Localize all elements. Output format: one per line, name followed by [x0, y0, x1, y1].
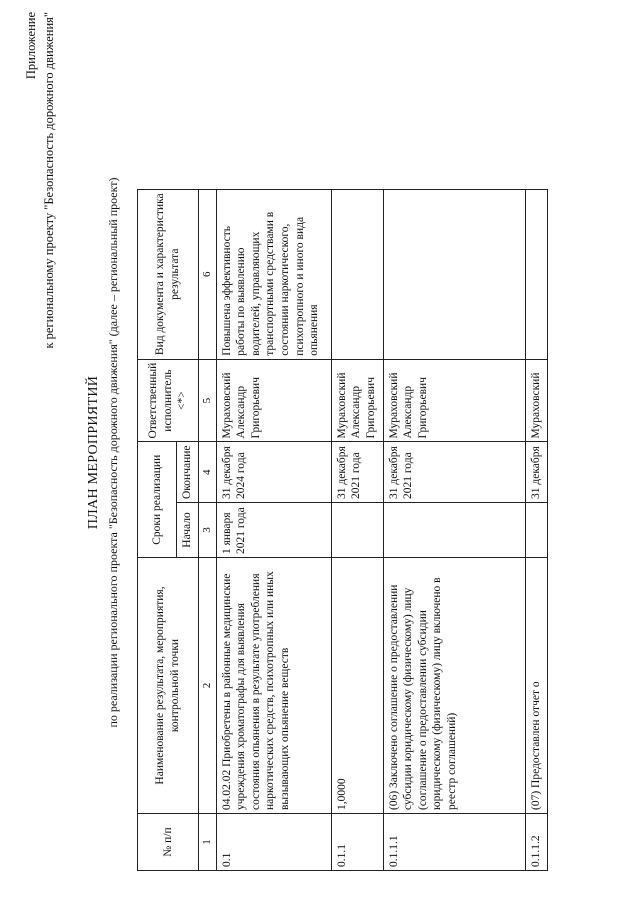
table-row	[331, 189, 383, 870]
row-responsible: Мураховский Александр Григорьевич	[383, 359, 525, 442]
appendix-note	[22, 12, 58, 349]
header-start: Начало	[177, 503, 199, 558]
col-number: 4	[199, 442, 217, 503]
row-num: 0.1	[216, 814, 331, 871]
col-number: 6	[199, 189, 217, 359]
header-period: Сроки реализации	[138, 442, 177, 558]
row-name: (07) Предоставлен отчет о	[525, 558, 547, 814]
row-start: 1 января 2021 года	[216, 503, 331, 558]
row-name: 1,0000	[331, 558, 383, 814]
header-name: Наименование результата, мероприятия, контрольной точки	[138, 558, 199, 814]
row-doc	[383, 189, 525, 359]
row-start	[383, 503, 525, 558]
plan-table	[137, 189, 548, 871]
row-responsible: Мураховский	[525, 359, 547, 442]
header-end: Окончание	[177, 442, 199, 503]
appendix-line-1: Приложение	[24, 12, 38, 80]
row-doc	[525, 189, 547, 359]
row-responsible: Мураховский Александр Григорьевич	[331, 359, 383, 442]
row-start	[525, 503, 547, 558]
col-number: 1	[199, 814, 217, 871]
col-number: 2	[199, 558, 217, 814]
appendix-line-2: к региональному проекту "Безопасность дорожного движения"	[42, 12, 56, 349]
row-responsible: Мураховский Александр Григорьевич	[216, 359, 331, 442]
table-row	[216, 189, 331, 870]
plan-title: ПЛАН МЕРОПРИЯТИЙ	[86, 375, 101, 530]
row-name: 04.02.02 Приобретены в районные медицинские учреждения хроматографы для выявления состояния опьянения в результате употребления наркотических средств, психотропных или иных вызывающих опьянение веществ	[216, 558, 331, 814]
row-start	[331, 503, 383, 558]
header-num: № п/п	[138, 814, 199, 871]
row-end: 31 декабря	[525, 442, 547, 503]
row-doc	[331, 189, 383, 359]
table-row	[383, 189, 525, 870]
row-end: 31 декабря 2024 года	[216, 442, 331, 503]
plan-subtitle: по реализации регионального проекта "Безопасность дорожного движения" (далее – региональный проект)	[106, 177, 120, 728]
row-name: (06) Заключено соглашение о предоставлении субсидии юридическому (физическому) лицу (соглашение о предоставлении субсидии юридическому (физическому) лицу включено в реестр соглашений)	[383, 558, 525, 814]
table-row	[525, 189, 547, 870]
header-responsible: Ответственный исполнитель <*>	[138, 359, 199, 442]
row-num: 0.1.1.2	[525, 814, 547, 871]
header-doc: Вид документа и характеристика результата	[138, 189, 199, 359]
row-num: 0.1.1.1	[383, 814, 525, 871]
row-doc: Повышена эффективность работы по выявлению водителей, управляющих транспортными средствами в состоянии наркотического, психотропного и иного вида опьянения	[216, 189, 331, 359]
row-end: 31 декабря 2021 года	[383, 442, 525, 503]
col-number: 3	[199, 503, 217, 558]
row-end: 31 декабря 2021 года	[331, 442, 383, 503]
col-number: 5	[199, 359, 217, 442]
row-num: 0.1.1	[331, 814, 383, 871]
